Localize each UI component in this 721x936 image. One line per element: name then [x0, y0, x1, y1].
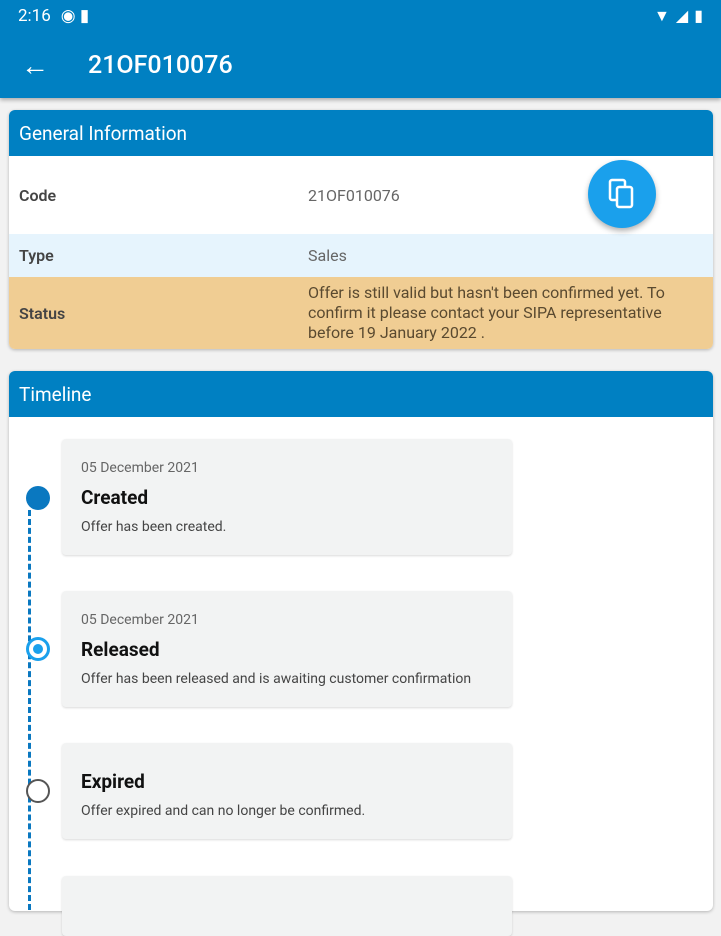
notification-icon: ◉ ▮ [60, 6, 90, 26]
item-title: Released [81, 638, 160, 661]
timeline-item-released [62, 591, 512, 707]
timeline-item [62, 876, 512, 936]
completed-dot-icon [26, 486, 50, 510]
info-row-type [9, 234, 713, 277]
timeline-item-created [62, 439, 512, 555]
copy-button[interactable] [588, 160, 656, 228]
row-value: 21OF010076 [308, 185, 400, 205]
pending-dot-icon [26, 779, 50, 803]
signal-icon: ◢ [675, 6, 689, 25]
status-bar [0, 0, 721, 32]
app-bar [0, 0, 721, 98]
timeline-line [28, 510, 31, 910]
clock: 2:16 [18, 6, 51, 26]
row-value: Offer is still valid but hasn't been confirmed yet. To confirm it please contact your SIPA representative before 19 January 2022 . [308, 283, 665, 342]
item-desc: Offer has been released and is awaiting customer confirmation [81, 671, 472, 687]
item-date: 05 December 2021 [81, 460, 199, 476]
battery-icon: ▮ [694, 6, 703, 25]
back-button[interactable] [0, 49, 70, 82]
current-dot-icon [26, 637, 50, 661]
item-desc: Offer expired and can no longer be confirmed. [81, 803, 366, 819]
card-title: Timeline [9, 371, 713, 417]
row-value: Sales [308, 246, 347, 265]
general-info-card [9, 110, 713, 349]
card-title: General Information [9, 110, 713, 156]
row-label: Code [19, 185, 57, 205]
item-title: Created [81, 486, 149, 509]
wifi-icon: ▼ [654, 6, 670, 25]
page-title: 21OF010076 [88, 50, 233, 80]
arrow-left-icon: ← [21, 48, 49, 82]
item-title: Expired [81, 770, 145, 793]
timeline-item-expired [62, 743, 512, 839]
info-row-status [9, 277, 713, 349]
row-label: Type [19, 246, 54, 265]
copy-icon [607, 178, 637, 210]
item-date: 05 December 2021 [81, 612, 199, 628]
item-desc: Offer has been created. [81, 519, 227, 535]
row-label: Status [19, 303, 66, 323]
